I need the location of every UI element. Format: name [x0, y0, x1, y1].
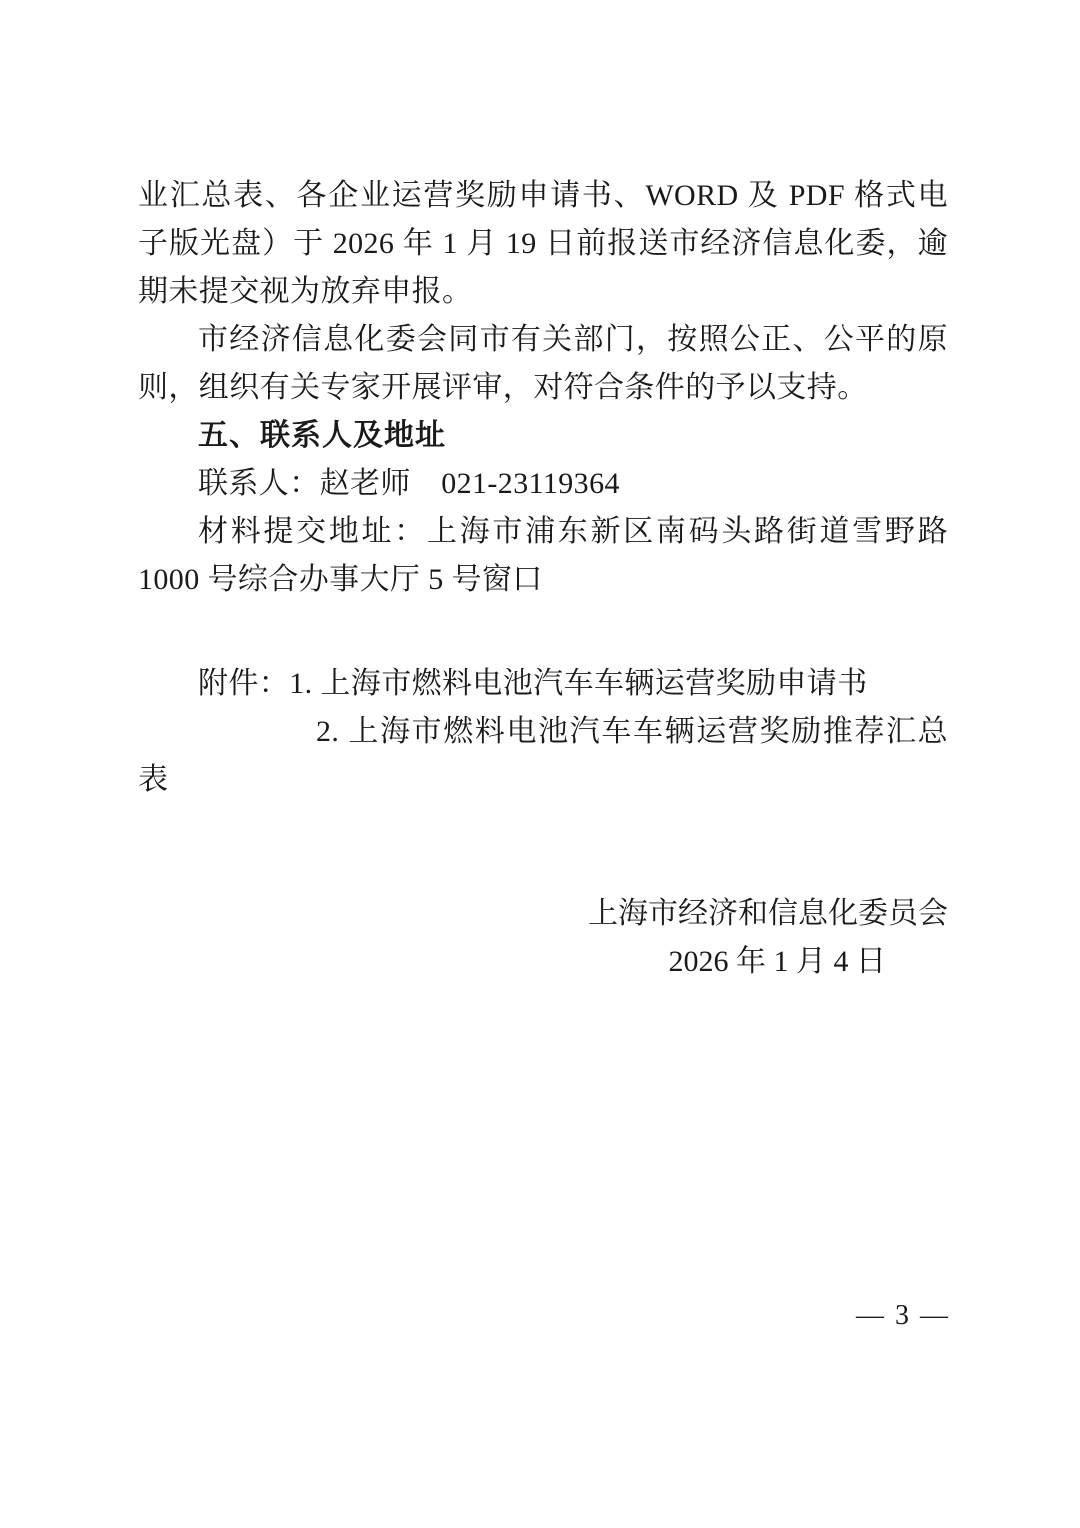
document-body [138, 172, 948, 804]
paragraph-review: 市经济信息化委会同市有关部门，按照公正、公平的原则，组织有关专家开展评审，对符合条件的予以支持。 [138, 323, 948, 404]
signature-date: 2026 年 1 月 4 日 [668, 945, 886, 978]
signature-block [138, 890, 952, 986]
attachments-label: 附件： [198, 667, 290, 700]
attachments-line-1 [138, 660, 948, 708]
section-heading-contact: 五、联系人及地址 [198, 419, 446, 452]
submission-address-line: 材料提交地址：上海市浦东新区南码头路街道雪野路 1000 号综合办事大厅 5 号窗口 [138, 515, 948, 596]
signature-organization: 上海市经济和信息化委员会 [588, 897, 948, 930]
attachment-item-1: 1. 上海市燃料电池汽车车辆运营奖励申请书 [289, 667, 868, 700]
paragraph-deadline: 业汇总表、各企业运营奖励申请书、WORD 及 PDF 格式电子版光盘）于 2026 年 1 月 19 日前报送市经济信息化委，逾期未提交视为放弃申报。 [138, 179, 948, 308]
page-number: — 3 — [856, 1300, 950, 1331]
attachment-item-2: 2. 上海市燃料电池汽车车辆运营奖励推荐汇总表 [138, 715, 948, 796]
attachments-block [138, 660, 948, 804]
contact-person-line: 联系人：赵老师 021-23119364 [198, 467, 620, 500]
